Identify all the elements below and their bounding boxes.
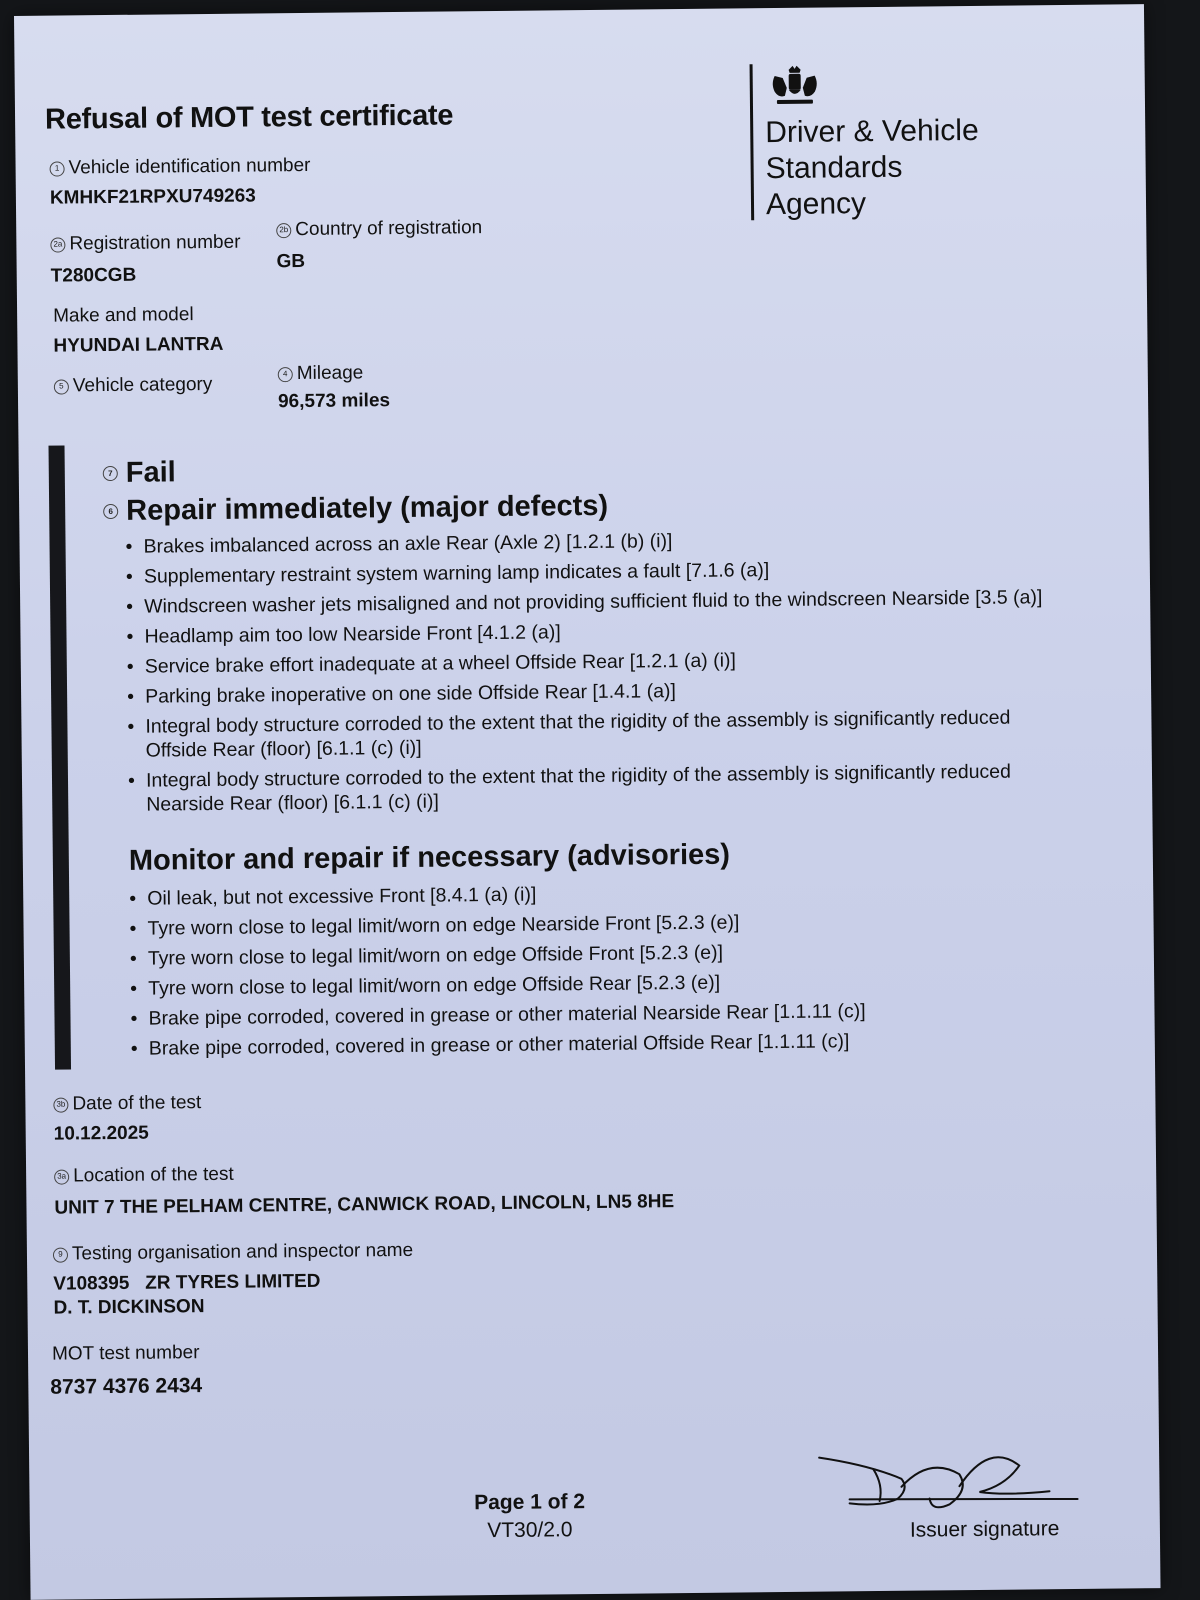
list-item: • Brake pipe corroded, covered in grease or other material Offside Rear [1.1.11 (c)]: [131, 1027, 1051, 1061]
page-footer: [469, 1490, 590, 1543]
list-item: • Brake pipe corroded, covered in grease or other material Nearside Rear [1.1.11 (c)]: [130, 997, 1050, 1031]
mileage-value: 96,573 miles: [277, 390, 391, 413]
vin-label-text: Vehicle identification number: [68, 154, 311, 179]
field-number-badge: 5: [54, 379, 69, 394]
field-number-badge: 3b: [53, 1097, 68, 1112]
page-number: Page 1 of 2: [474, 1490, 586, 1515]
mot-number-label: MOT test number: [51, 1342, 200, 1365]
result-heading: [103, 456, 176, 490]
field-number-badge: 1: [50, 161, 65, 176]
field-number-badge: 6: [103, 504, 118, 519]
location-label-text: Location of the test: [73, 1163, 234, 1187]
location-label: [54, 1164, 234, 1188]
registration-value: T280CGB: [50, 264, 137, 287]
test-date-label: [53, 1092, 201, 1116]
list-item: • Windscreen washer jets misaligned and not providing sufficient fluid to the windscreen Nearside [3.5 (a)]: [126, 585, 1046, 619]
country-value: GB: [276, 250, 306, 273]
inspector-name: D. T. DICKINSON: [53, 1296, 205, 1319]
test-date-value: 10.12.2025: [53, 1122, 149, 1145]
org-label-text: Testing organisation and inspector name: [71, 1239, 414, 1265]
advisories-list: [129, 877, 1051, 1067]
vin-value: KMHKF21RPXU749263: [49, 185, 256, 209]
list-item: • Tyre worn close to legal limit/worn on edge Offside Front [5.2.3 (e)]: [130, 937, 1050, 971]
major-defects-list: [125, 525, 1048, 823]
category-label: [54, 374, 213, 398]
certificate-title: Refusal of MOT test certificate: [44, 99, 454, 136]
field-number-badge: 4: [278, 367, 293, 382]
category-label-text: Vehicle category: [72, 373, 213, 397]
list-item: • Tyre worn close to legal limit/worn on edge Offside Rear [5.2.3 (e)]: [130, 967, 1050, 1001]
country-label: [276, 217, 482, 241]
list-item: • Service brake effort inadequate at a wheel Offside Rear [1.2.1 (a) (i)]: [127, 645, 1047, 679]
field-number-badge: 9: [53, 1247, 68, 1262]
registration-label-text: Registration number: [69, 231, 241, 255]
agency-block: [750, 61, 1067, 220]
mot-number-value: 8737 4376 2434: [50, 1374, 203, 1399]
vin-label: [49, 155, 310, 180]
list-item: • Supplementary restraint system warning lamp indicates a fault [7.1.6 (a)]: [126, 555, 1046, 589]
field-number-badge: 3a: [54, 1169, 69, 1184]
org-label: [53, 1240, 413, 1266]
location-value: UNIT 7 THE PELHAM CENTRE, CANWICK ROAD, LINCOLN, LN5 8HE: [54, 1191, 675, 1219]
list-item: • Integral body structure corroded to the extent that the rigidity of the assembly is significantly reduced Nearside Rear (floor) [6.1.1 (c) (i)]: [128, 759, 1048, 817]
result-label: Fail: [125, 456, 176, 489]
mileage-label-text: Mileage: [296, 362, 364, 385]
mileage-label: [278, 362, 364, 385]
registration-label: [50, 232, 240, 256]
list-item: • Integral body structure corroded to the extent that the rigidity of the assembly is significantly reduced Offside Rear (floor) [6.1.1 (c) (i)]: [127, 705, 1047, 763]
certificate-sheet: [14, 4, 1161, 1600]
advisories-heading: Monitor and repair if necessary (advisories): [128, 838, 731, 877]
agency-name: [765, 112, 1066, 223]
test-date-label-text: Date of the test: [72, 1092, 202, 1115]
list-item: • Oil leak, but not excessive Front [8.4.1 (a) (i)]: [129, 877, 1049, 911]
result-side-bar: [49, 445, 72, 1069]
make-model-value: HYUNDAI LANTRA: [53, 333, 224, 357]
agency-name-line-2: Standards: [765, 150, 903, 186]
field-number-badge: 2b: [276, 223, 291, 238]
list-item: • Headlamp aim too low Nearside Front [4.1.2 (a)]: [126, 615, 1046, 649]
royal-crest-icon: [767, 64, 823, 109]
country-label-text: Country of registration: [295, 217, 483, 241]
list-item: • Parking brake inoperative on one side Offside Rear [1.4.1 (a)]: [127, 675, 1047, 709]
agency-name-line-3: Agency: [765, 187, 867, 222]
make-model-label: Make and model: [53, 304, 194, 327]
issuer-signature-mark: [809, 1445, 1110, 1568]
field-number-badge: 7: [103, 466, 118, 481]
field-number-badge: 2a: [50, 237, 65, 252]
major-defects-heading-text: Repair immediately (major defects): [126, 489, 609, 527]
major-defects-heading: [103, 490, 608, 528]
form-code: VT30/2.0: [487, 1518, 573, 1543]
org-value-line-1: V108395 ZR TYRES LIMITED: [53, 1270, 321, 1295]
list-item: • Tyre worn close to legal limit/worn on edge Nearside Front [5.2.3 (e)]: [129, 907, 1049, 941]
agency-name-line-1: Driver & Vehicle: [765, 113, 979, 150]
issuer-signature-label: Issuer signature: [909, 1517, 1060, 1542]
list-item: • Brakes imbalanced across an axle Rear (Axle 2) [1.2.1 (b) (i)]: [125, 525, 1045, 559]
